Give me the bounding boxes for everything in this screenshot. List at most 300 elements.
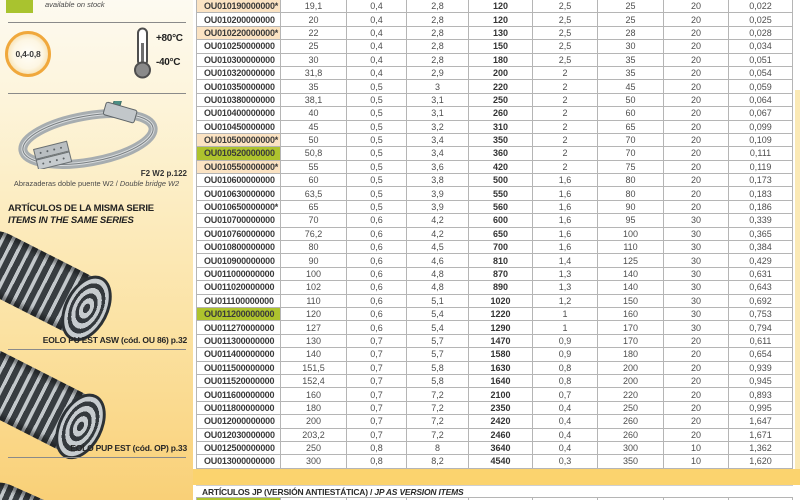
value-cell: 150	[469, 40, 533, 53]
table-row	[197, 281, 793, 294]
value-cell: 152,4	[281, 374, 347, 387]
value-cell: 130	[469, 26, 533, 39]
value-cell: 0,5	[347, 160, 407, 173]
product-code-cell: OU013000000000	[197, 455, 281, 468]
value-cell: 10	[664, 455, 729, 468]
value-cell: 7,2	[407, 428, 469, 441]
table-row	[197, 200, 793, 213]
stock-legend-label: available on stock	[45, 0, 105, 9]
thermometer-icon	[130, 27, 156, 84]
value-cell: 20	[664, 388, 729, 401]
value-cell: 0,8	[347, 441, 407, 454]
value-cell: 1,6	[533, 214, 598, 227]
product-code-cell: OU010700000000	[197, 214, 281, 227]
value-cell: 60	[281, 174, 347, 187]
value-cell: 4540	[469, 455, 533, 468]
value-cell: 0,119	[729, 160, 793, 173]
value-cell: 300	[598, 441, 664, 454]
divider	[8, 93, 186, 94]
value-cell: 1290	[469, 321, 533, 334]
value-cell: 0,8	[533, 374, 598, 387]
value-cell: 140	[598, 281, 664, 294]
value-cell: 160	[598, 307, 664, 320]
value-cell: 220	[469, 80, 533, 93]
value-cell: 125	[598, 254, 664, 267]
product-code-cell: OU010520000000	[197, 147, 281, 160]
value-cell: 2420	[469, 415, 533, 428]
value-cell: 0,6	[347, 321, 407, 334]
table-row	[197, 334, 793, 347]
value-cell: 1020	[469, 294, 533, 307]
value-cell: 3,8	[407, 174, 469, 187]
value-cell: 20	[664, 200, 729, 213]
value-cell: 180	[598, 348, 664, 361]
value-cell: 650	[469, 227, 533, 240]
value-cell: 0,5	[347, 93, 407, 106]
value-cell: 20	[664, 334, 729, 347]
value-cell: 0,7	[347, 348, 407, 361]
value-cell: 90	[281, 254, 347, 267]
value-cell: 0,059	[729, 80, 793, 93]
value-cell: 180	[281, 401, 347, 414]
value-cell: 1,3	[533, 267, 598, 280]
value-cell: 110	[598, 241, 664, 254]
table-row	[197, 307, 793, 320]
value-cell: 4,6	[407, 254, 469, 267]
value-cell: 1,3	[533, 281, 598, 294]
table-row	[197, 214, 793, 227]
value-cell: 2	[533, 107, 598, 120]
value-cell: 20	[664, 348, 729, 361]
value-cell: 1,6	[533, 241, 598, 254]
value-cell: 0,339	[729, 214, 793, 227]
value-cell: 0,051	[729, 53, 793, 66]
value-cell: 0,5	[347, 187, 407, 200]
value-cell: 0,4	[533, 415, 598, 428]
value-cell: 2100	[469, 388, 533, 401]
value-cell: 0,173	[729, 174, 793, 187]
page-edge-strip	[795, 90, 800, 469]
value-cell: 30	[664, 227, 729, 240]
related-item-link-1[interactable]: EOLO PU EST ASW (cód. OU 86) p.32	[42, 335, 187, 345]
value-cell: 40	[281, 107, 347, 120]
value-cell: 5,4	[407, 307, 469, 320]
value-cell: 20	[664, 133, 729, 146]
value-cell: 70	[598, 147, 664, 160]
value-cell: 250	[281, 441, 347, 454]
table-row	[197, 80, 793, 93]
value-cell: 0,111	[729, 147, 793, 160]
value-cell: 4,2	[407, 214, 469, 227]
clamp-caption-en: Double bridge W2	[119, 179, 180, 188]
value-cell: 5,7	[407, 334, 469, 347]
value-cell: 350	[469, 133, 533, 146]
table-row	[197, 374, 793, 387]
value-cell: 20	[664, 26, 729, 39]
value-cell: 3	[407, 80, 469, 93]
value-cell: 5,8	[407, 361, 469, 374]
value-cell: 420	[469, 160, 533, 173]
value-cell: 0,753	[729, 307, 793, 320]
related-item-link-2[interactable]: EOLO PUP EST (cód. OP) p.33	[70, 443, 187, 453]
value-cell: 0,692	[729, 294, 793, 307]
table-row	[197, 120, 793, 133]
table-row	[197, 415, 793, 428]
value-cell: 50,8	[281, 147, 347, 160]
value-cell: 1,6	[533, 227, 598, 240]
value-cell: 0,4	[347, 66, 407, 79]
value-cell: 0,7	[347, 374, 407, 387]
value-cell: 3,1	[407, 107, 469, 120]
product-code-cell: OU010450000000	[197, 120, 281, 133]
value-cell: 50	[281, 133, 347, 146]
product-code-cell: OU010190000000*	[197, 0, 281, 13]
product-code-cell: OU011000000000	[197, 267, 281, 280]
value-cell: 120	[469, 0, 533, 13]
value-cell: 0,5	[347, 200, 407, 213]
table-row	[197, 455, 793, 468]
value-cell: 160	[281, 388, 347, 401]
value-cell: 35	[598, 66, 664, 79]
value-cell: 0,6	[347, 281, 407, 294]
value-cell: 38,1	[281, 93, 347, 106]
value-cell: 7,2	[407, 415, 469, 428]
value-cell: 0,5	[347, 80, 407, 93]
value-cell: 1640	[469, 374, 533, 387]
value-cell: 35	[598, 53, 664, 66]
value-cell: 1,671	[729, 428, 793, 441]
value-cell: 2460	[469, 428, 533, 441]
value-cell: 20	[281, 13, 347, 26]
product-code-cell: OU010220000000*	[197, 26, 281, 39]
value-cell: 2	[533, 120, 598, 133]
table-row	[197, 227, 793, 240]
product-code-cell: OU011800000000	[197, 401, 281, 414]
value-cell: 25	[598, 0, 664, 13]
clamp-caption	[0, 179, 193, 188]
value-cell: 20	[664, 374, 729, 387]
product-code-cell: OU010900000000	[197, 254, 281, 267]
value-cell: 20	[664, 174, 729, 187]
value-cell: 0,6	[347, 241, 407, 254]
value-cell: 2,8	[407, 26, 469, 39]
value-cell: 0,9	[533, 334, 598, 347]
value-cell: 0,183	[729, 187, 793, 200]
product-code-cell: OU010320000000	[197, 66, 281, 79]
table-row	[197, 93, 793, 106]
value-cell: 30	[664, 281, 729, 294]
product-code-cell: OU010400000000	[197, 107, 281, 120]
value-cell: 0,028	[729, 26, 793, 39]
value-cell: 1470	[469, 334, 533, 347]
value-cell: 20	[664, 107, 729, 120]
value-cell: 2,5	[533, 13, 598, 26]
value-cell: 30	[664, 307, 729, 320]
value-cell: 120	[281, 307, 347, 320]
value-cell: 5,1	[407, 294, 469, 307]
product-code-cell: OU010300000000	[197, 53, 281, 66]
value-cell: 560	[469, 200, 533, 213]
table-row	[197, 441, 793, 454]
value-cell: 25	[281, 40, 347, 53]
value-cell: 20	[664, 361, 729, 374]
value-cell: 2	[533, 160, 598, 173]
product-code-cell: OU011270000000	[197, 321, 281, 334]
value-cell: 2,5	[533, 0, 598, 13]
product-code-cell: OU011400000000	[197, 348, 281, 361]
value-cell: 250	[469, 93, 533, 106]
value-cell: 0,9	[533, 348, 598, 361]
value-cell: 65	[598, 120, 664, 133]
value-cell: 100	[281, 267, 347, 280]
value-cell: 8,2	[407, 455, 469, 468]
value-cell: 4,2	[407, 227, 469, 240]
product-code-cell: OU011520000000	[197, 374, 281, 387]
value-cell: 170	[598, 334, 664, 347]
value-cell: 0,6	[347, 227, 407, 240]
value-cell: 0,794	[729, 321, 793, 334]
product-code-cell: OU010200000000	[197, 13, 281, 26]
product-code-cell: OU011200000000	[197, 307, 281, 320]
divider	[8, 22, 186, 23]
value-cell: 20	[664, 93, 729, 106]
value-cell: 0,7	[347, 415, 407, 428]
value-cell: 2,5	[533, 26, 598, 39]
value-cell: 20	[664, 53, 729, 66]
value-cell: 70	[281, 214, 347, 227]
value-cell: 5,4	[407, 321, 469, 334]
value-cell: 0,5	[347, 174, 407, 187]
value-cell: 3,4	[407, 147, 469, 160]
value-cell: 2	[533, 66, 598, 79]
value-cell: 0,8	[347, 455, 407, 468]
value-cell: 0,4	[347, 0, 407, 13]
value-cell: 4,8	[407, 281, 469, 294]
value-cell: 0,7	[347, 388, 407, 401]
value-cell: 2	[533, 133, 598, 146]
hose-image-1	[0, 220, 116, 343]
value-cell: 20	[664, 120, 729, 133]
value-cell: 70	[598, 133, 664, 146]
temperature-max: +80°C	[156, 33, 183, 44]
same-series-title-en: ITEMS IN THE SAME SERIES	[8, 215, 134, 226]
product-code-cell: OU010650000000*	[197, 200, 281, 213]
value-cell: 31,8	[281, 66, 347, 79]
value-cell: 151,5	[281, 361, 347, 374]
value-cell: 1	[533, 307, 598, 320]
product-code-cell: OU011300000000	[197, 334, 281, 347]
value-cell: 100	[598, 227, 664, 240]
value-cell: 55	[281, 160, 347, 173]
value-cell: 2,8	[407, 13, 469, 26]
value-cell: 1,4	[533, 254, 598, 267]
value-cell: 250	[598, 401, 664, 414]
value-cell: 0,945	[729, 374, 793, 387]
value-cell: 30	[598, 40, 664, 53]
same-series-title-es: ARTÍCULOS DE LA MISMA SERIE	[8, 203, 154, 214]
product-code-cell: OU012000000000	[197, 415, 281, 428]
value-cell: 30	[664, 241, 729, 254]
value-cell: 500	[469, 174, 533, 187]
value-cell: 3,2	[407, 120, 469, 133]
divider	[8, 457, 186, 458]
table-row	[197, 241, 793, 254]
value-cell: 2	[533, 80, 598, 93]
value-cell: 10	[664, 441, 729, 454]
value-cell: 20	[664, 401, 729, 414]
product-code-cell: OU010600000000	[197, 174, 281, 187]
section-separator-band	[193, 469, 800, 485]
value-cell: 0,8	[533, 361, 598, 374]
value-cell: 3,9	[407, 200, 469, 213]
value-cell: 3,6	[407, 160, 469, 173]
table-row	[197, 26, 793, 39]
product-code-cell: OU010500000000*	[197, 133, 281, 146]
table-row	[197, 401, 793, 414]
value-cell: 130	[281, 334, 347, 347]
table-row	[197, 321, 793, 334]
value-cell: 220	[598, 388, 664, 401]
value-cell: 30	[664, 214, 729, 227]
value-cell: 90	[598, 200, 664, 213]
value-cell: 0,7	[347, 334, 407, 347]
value-cell: 300	[281, 455, 347, 468]
table-row	[197, 361, 793, 374]
product-code-cell: OU010350000000	[197, 80, 281, 93]
value-cell: 140	[281, 348, 347, 361]
value-cell: 0,643	[729, 281, 793, 294]
value-cell: 180	[469, 53, 533, 66]
value-cell: 0,186	[729, 200, 793, 213]
table-row	[197, 147, 793, 160]
value-cell: 260	[598, 415, 664, 428]
value-cell: 0,939	[729, 361, 793, 374]
value-cell: 3,1	[407, 93, 469, 106]
value-cell: 30	[664, 267, 729, 280]
value-cell: 200	[598, 361, 664, 374]
value-cell: 25	[598, 13, 664, 26]
value-cell: 700	[469, 241, 533, 254]
product-code-cell: OU010380000000	[197, 93, 281, 106]
value-cell: 19,1	[281, 0, 347, 13]
product-code-cell: OU010550000000*	[197, 160, 281, 173]
value-cell: 30	[664, 254, 729, 267]
value-cell: 3,4	[407, 133, 469, 146]
table-row	[197, 66, 793, 79]
table-row	[197, 267, 793, 280]
value-cell: 0,6	[347, 294, 407, 307]
value-cell: 0,4	[347, 13, 407, 26]
value-cell: 0,365	[729, 227, 793, 240]
value-cell: 30	[664, 294, 729, 307]
product-table	[196, 0, 793, 469]
size-badge	[5, 31, 51, 77]
value-cell: 4,8	[407, 267, 469, 280]
value-cell: 0,7	[533, 388, 598, 401]
value-cell: 76,2	[281, 227, 347, 240]
value-cell: 0,4	[347, 26, 407, 39]
value-cell: 200	[598, 374, 664, 387]
value-cell: 0,384	[729, 241, 793, 254]
value-cell: 0,054	[729, 66, 793, 79]
value-cell: 65	[281, 200, 347, 213]
value-cell: 0,7	[347, 401, 407, 414]
jp-section-title-es: ARTÍCULOS JP (VERSIÓN ANTIESTÁTICA) /	[202, 487, 373, 497]
temperature-min: -40°C	[156, 57, 181, 68]
value-cell: 20	[664, 13, 729, 26]
value-cell: 75	[598, 160, 664, 173]
value-cell: 7,2	[407, 388, 469, 401]
value-cell: 2,8	[407, 53, 469, 66]
value-cell: 310	[469, 120, 533, 133]
value-cell: 890	[469, 281, 533, 294]
value-cell: 20	[664, 428, 729, 441]
table-row	[197, 294, 793, 307]
value-cell: 0,5	[347, 120, 407, 133]
value-cell: 0,7	[347, 361, 407, 374]
product-code-cell: OU011600000000	[197, 388, 281, 401]
value-cell: 80	[598, 187, 664, 200]
value-cell: 1580	[469, 348, 533, 361]
product-code-cell: OU012030000000	[197, 428, 281, 441]
table-row	[197, 428, 793, 441]
product-table-area	[193, 0, 800, 500]
value-cell: 0,109	[729, 133, 793, 146]
value-cell: 20	[664, 40, 729, 53]
value-cell: 0,6	[347, 307, 407, 320]
value-cell: 95	[598, 214, 664, 227]
value-cell: 0,4	[533, 441, 598, 454]
value-cell: 0,6	[347, 267, 407, 280]
clamp-page-ref[interactable]: F2 W2 p.122	[140, 169, 187, 178]
value-cell: 45	[598, 80, 664, 93]
table-row	[197, 0, 793, 13]
value-cell: 0,3	[533, 455, 598, 468]
value-cell: 200	[281, 415, 347, 428]
value-cell: 0,893	[729, 388, 793, 401]
value-cell: 1	[533, 321, 598, 334]
value-cell: 8	[407, 441, 469, 454]
value-cell: 60	[598, 107, 664, 120]
value-cell: 80	[281, 241, 347, 254]
value-cell: 0,4	[347, 40, 407, 53]
value-cell: 0,995	[729, 401, 793, 414]
value-cell: 0,5	[347, 107, 407, 120]
divider	[8, 349, 186, 350]
stock-legend-swatch	[6, 0, 33, 13]
value-cell: 20	[664, 0, 729, 13]
product-code-cell: OU012500000000	[197, 441, 281, 454]
value-cell: 200	[469, 66, 533, 79]
value-cell: 45	[281, 120, 347, 133]
value-cell: 350	[598, 455, 664, 468]
value-cell: 2,5	[533, 40, 598, 53]
value-cell: 0,5	[347, 147, 407, 160]
table-row	[197, 133, 793, 146]
value-cell: 2	[533, 147, 598, 160]
value-cell: 0,4	[347, 53, 407, 66]
value-cell: 5,7	[407, 348, 469, 361]
table-row	[197, 53, 793, 66]
value-cell: 0,5	[347, 133, 407, 146]
value-cell: 1,362	[729, 441, 793, 454]
value-cell: 35	[281, 80, 347, 93]
table-row	[197, 13, 793, 26]
table-row	[197, 348, 793, 361]
value-cell: 80	[598, 174, 664, 187]
value-cell: 0,099	[729, 120, 793, 133]
value-cell: 20	[664, 147, 729, 160]
